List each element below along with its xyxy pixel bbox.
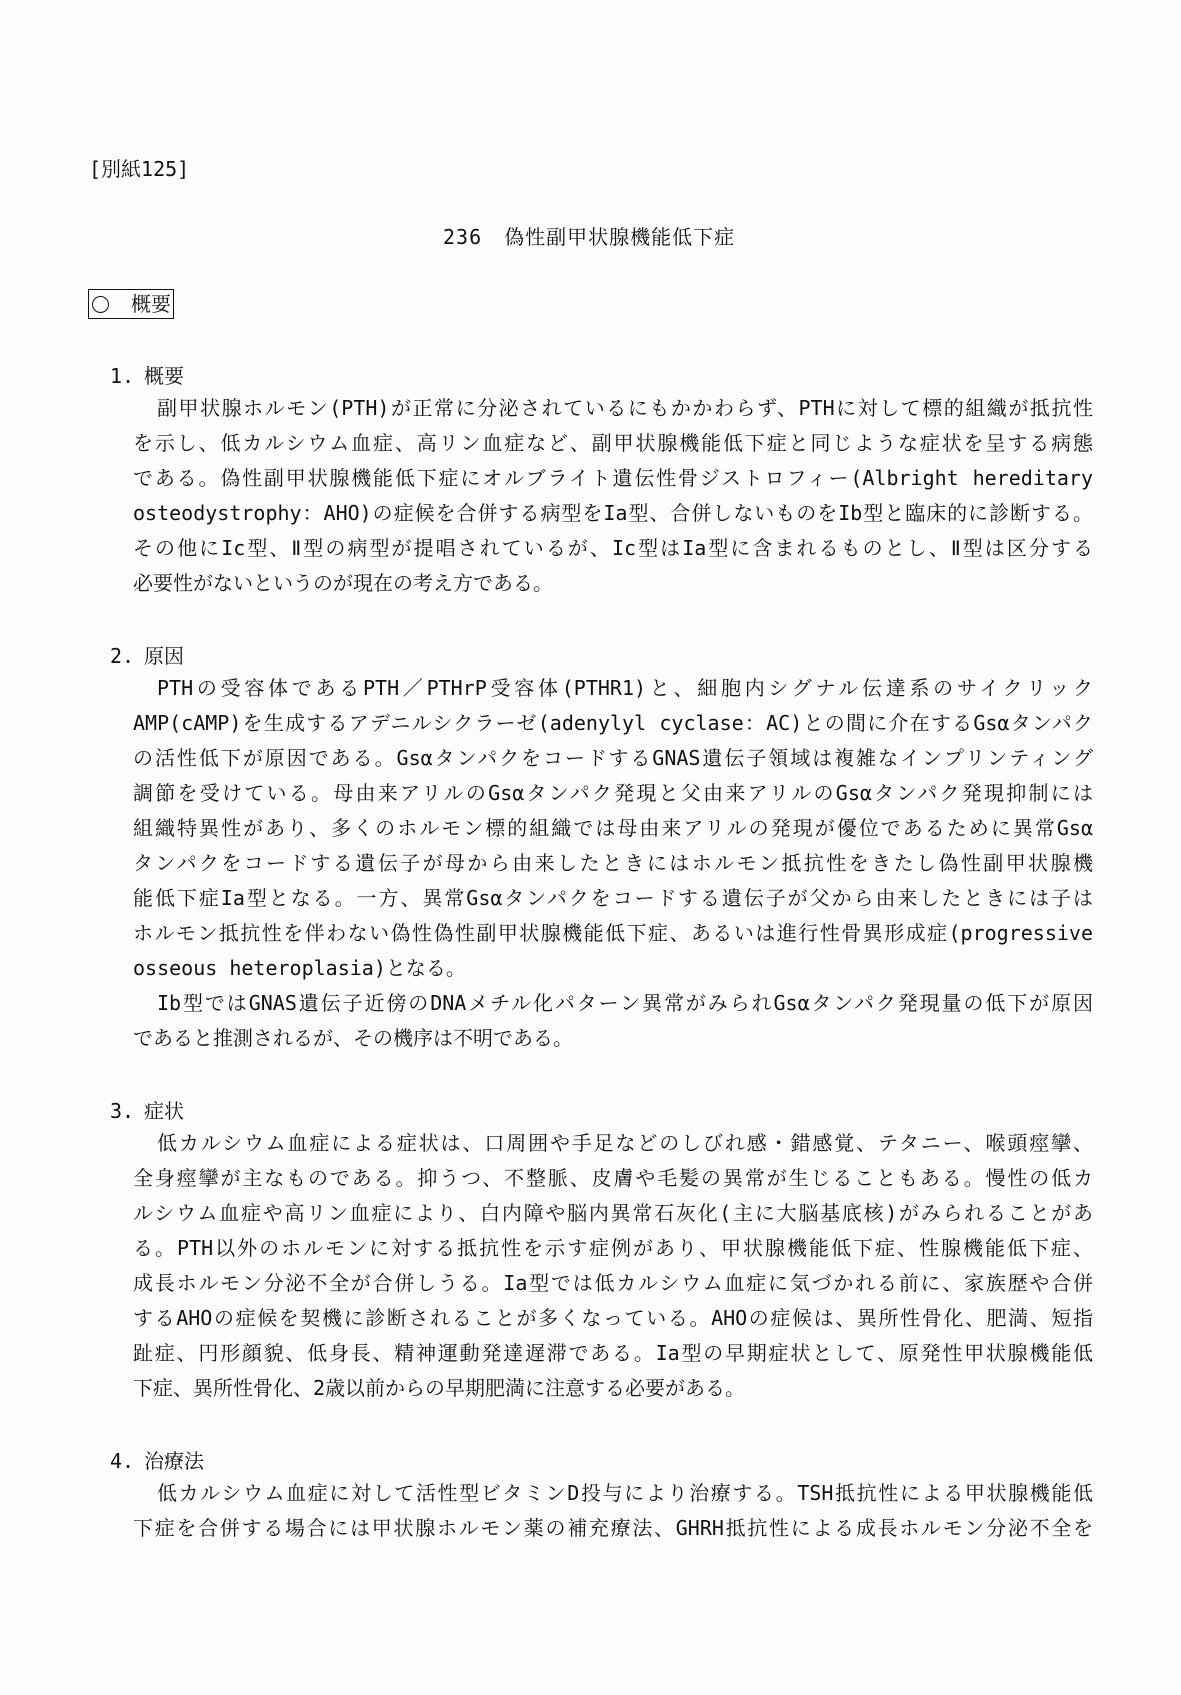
section-heading-symptoms <box>110 1095 184 1124</box>
paragraph-line: 組織特異性があり、多くのホルモン標的組織では母由来アリルの発現が優位であるために異常Gsα <box>133 816 1093 840</box>
paragraph-line: 成長ホルモン分泌不全が合併しうる。Ia型では低カルシウム血症に気づかれる前に、家族歴や合併 <box>133 1271 1093 1295</box>
paragraph-line: であると推測されるが、その機序は不明である。 <box>133 1026 573 1050</box>
paragraph-line: 低カルシウム血症による症状は、口周囲や手足などのしびれ感・錯感覚、テタニー、喉頭痙攣、 <box>157 1131 1093 1155</box>
section-heading-overview <box>110 360 184 389</box>
section-title: 原因 <box>144 644 184 668</box>
section-number: 3. <box>110 1099 135 1123</box>
section-number: 1. <box>110 364 135 388</box>
appendix-label: [別紙125] <box>89 157 190 181</box>
paragraph-line: ホルモン抵抗性を伴わない偽性偽性副甲状腺機能低下症、あるいは進行性骨異形成症(progressive <box>133 921 1093 945</box>
paragraph-line: 調節を受けている。母由来アリルのGsαタンパク発現と父由来アリルのGsαタンパク発現抑制には <box>133 781 1093 805</box>
section-heading-treatment <box>110 1445 204 1474</box>
paragraph-line: Ib型ではGNAS遺伝子近傍のDNAメチル化パターン異常がみられGsαタンパク発現量の低下が原因 <box>157 991 1093 1015</box>
paragraph-line: PTHの受容体であるPTH／PTHrP受容体(PTHR1)と、細胞内シグナル伝達系のサイクリック <box>157 676 1093 700</box>
section-title: 治療法 <box>144 1449 204 1473</box>
section-number: 2. <box>110 644 135 668</box>
section-title: 概要 <box>144 364 184 388</box>
paragraph-line: 下症、異所性骨化、2歳以前からの早期肥満に注意する必要がある。 <box>133 1376 746 1400</box>
document-title <box>443 221 735 250</box>
paragraph-line: である。偽性副甲状腺機能低下症にオルブライト遺伝性骨ジストロフィー(Albright hereditary <box>133 466 1093 490</box>
section-number: 4. <box>110 1449 135 1473</box>
paragraph-line: その他にIc型、Ⅱ型の病型が提唱されているが、Ic型はIa型に含まれるものとし、Ⅱ型は区分する <box>133 536 1093 560</box>
paragraph-line: タンパクをコードする遺伝子が母から由来したときにはホルモン抵抗性をきたし偽性副甲状腺機 <box>133 851 1093 875</box>
circle-marker-icon <box>92 296 109 313</box>
document-title-number: 236 <box>443 225 483 249</box>
document-title-text: 偽性副甲状腺機能低下症 <box>504 225 736 249</box>
paragraph-line: osteodystrophy：AHO)の症候を合併する病型をIa型、合併しないものをIb型と臨床的に診断する。 <box>133 501 1093 525</box>
paragraph-line: 必要性がないというのが現在の考え方である。 <box>133 571 553 595</box>
paragraph-line: の活性低下が原因である。GsαタンパクをコードするGNAS遺伝子領域は複雑なインプリンティング <box>133 746 1093 770</box>
section-title: 症状 <box>144 1099 184 1123</box>
section-heading-cause <box>110 640 184 669</box>
paragraph-line: る。PTH以外のホルモンに対する抵抗性を示す症例があり、甲状腺機能低下症、性腺機能低下症、 <box>133 1236 1093 1260</box>
paragraph-line: osseous heteroplasia)となる。 <box>133 956 466 980</box>
paragraph-line: を示し、低カルシウム血症、高リン血症など、副甲状腺機能低下症と同じような症状を呈する病態 <box>133 431 1093 455</box>
paragraph-line: 趾症、円形顔貌、低身長、精神運動発達遅滞である。Ia型の早期症状として、原発性甲状腺機能低 <box>133 1341 1093 1365</box>
paragraph-line: 能低下症Ia型となる。一方、異常Gsαタンパクをコードする遺伝子が父から由来したときには子は <box>133 886 1093 910</box>
paragraph-line: 副甲状腺ホルモン(PTH)が正常に分泌されているにもかかわらず、PTHに対して標的組織が抵抗性 <box>157 396 1093 420</box>
paragraph-line: ルシウム血症や高リン血症により、白内障や脳内異常石灰化(主に大脳基底核)がみられることがあ <box>133 1201 1093 1225</box>
boxed-heading-label: 概要 <box>131 292 171 316</box>
overview-boxed-heading <box>88 289 174 319</box>
paragraph-line: AMP(cAMP)を生成するアデニルシクラーゼ(adenylyl cyclase：AC)との間に介在するGsαタンパク <box>133 711 1093 735</box>
paragraph-line: 低カルシウム血症に対して活性型ビタミンD投与により治療する。TSH抵抗性による甲状腺機能低 <box>157 1481 1093 1505</box>
paragraph-line: 下症を合併する場合には甲状腺ホルモン薬の補充療法、GHRH抵抗性による成長ホルモン分泌不全を <box>133 1516 1093 1540</box>
paragraph-line: するAHOの症候を契機に診断されることが多くなっている。AHOの症候は、異所性骨化、肥満、短指 <box>133 1306 1093 1330</box>
paragraph-line: 全身痙攣が主なものである。抑うつ、不整脈、皮膚や毛髪の異常が生じることもある。慢性の低カ <box>133 1166 1093 1190</box>
